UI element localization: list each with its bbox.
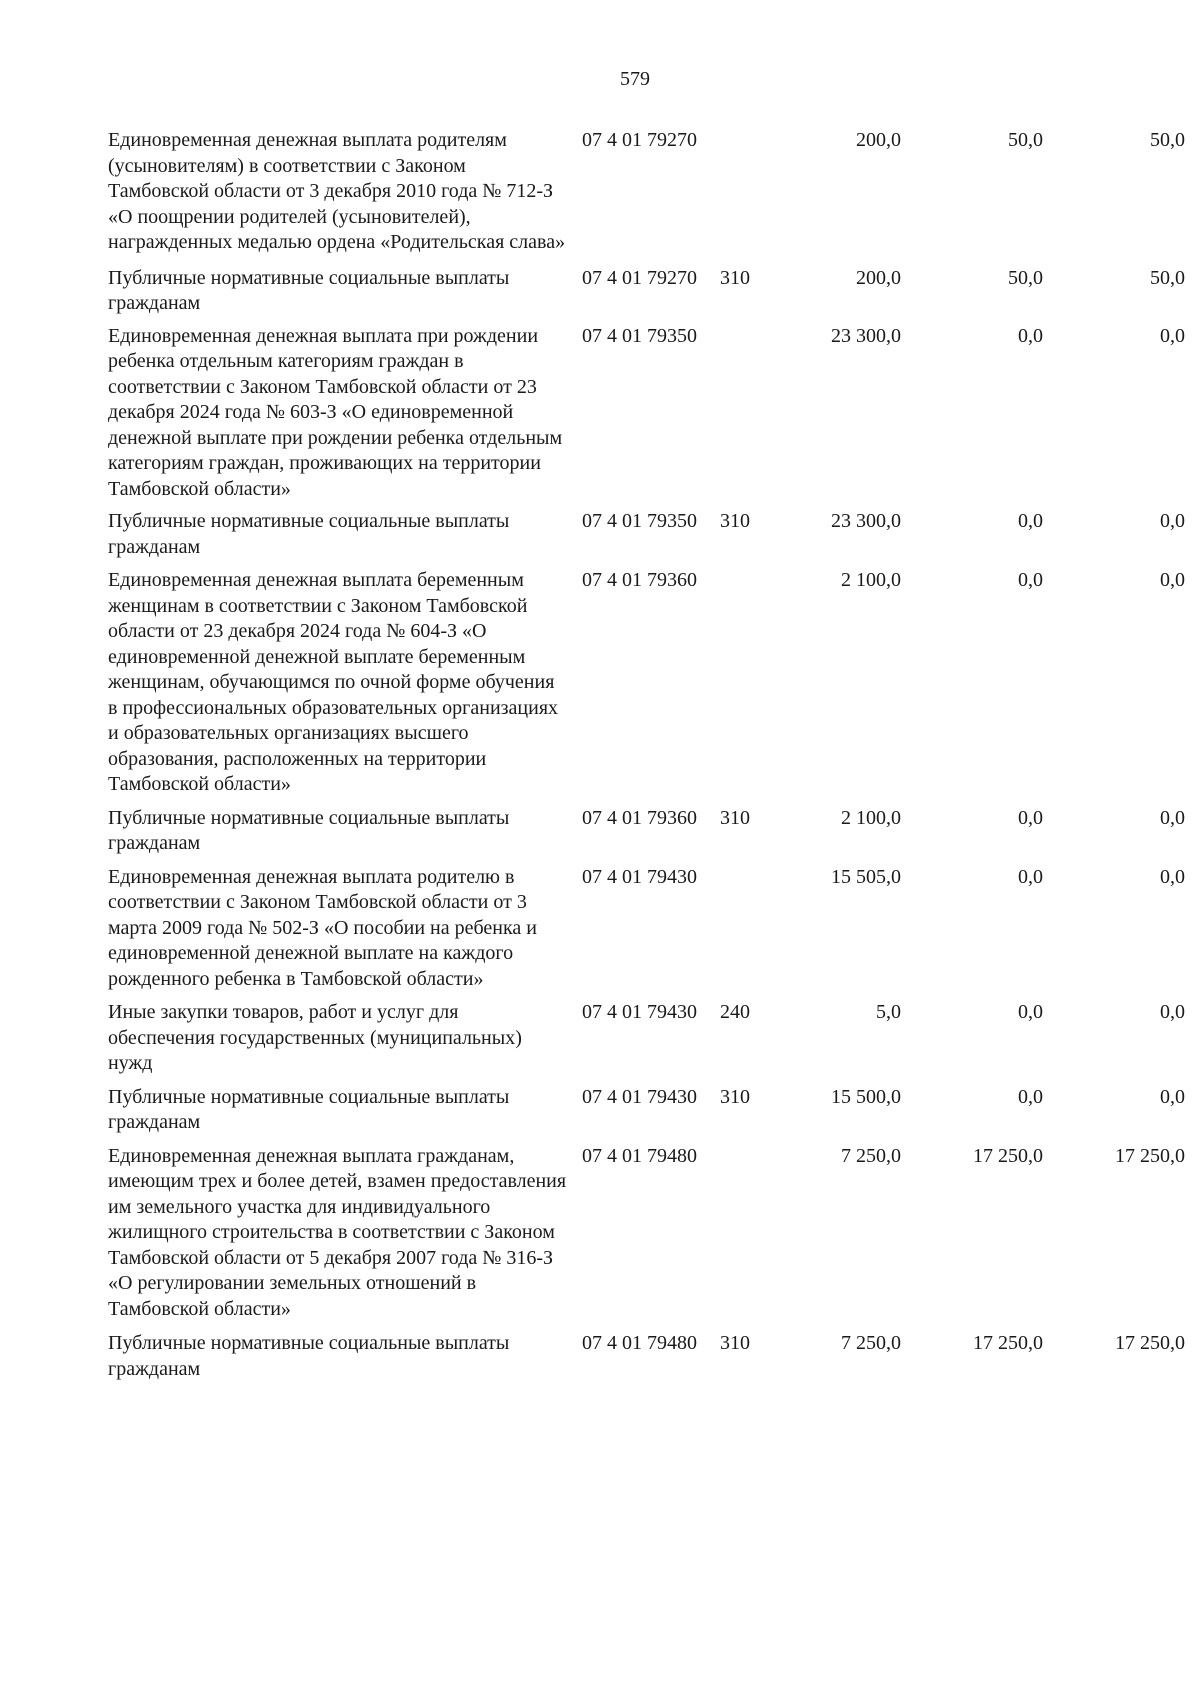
row-description: Единовременная денежная выплата при рождении ребенка отдельным категориям граждан в соответствии с Законом Тамбовской области от 23 декабря 2024 года № 603-З «О единовременной денежной выплате при рождении ребенка отдельным категориям граждан, проживающих на территории Тамбовской области»: [108, 324, 563, 500]
row-target-code: 07 4 01 79430: [582, 865, 697, 888]
row-value-2026: 0,0: [1018, 1085, 1043, 1108]
row-target-code: 07 4 01 79270: [582, 266, 697, 289]
row-target-code: 07 4 01 79350: [582, 510, 697, 532]
row-target-code: 07 4 01 79430: [582, 1001, 697, 1023]
row-value-2026: 0,0: [1018, 865, 1043, 888]
row-value-2026: 0,0: [1018, 1001, 1043, 1023]
row-target-code: 07 4 01 79480: [582, 1332, 697, 1354]
row-value-2026: 50,0: [1008, 266, 1043, 289]
row-description: Единовременная денежная выплата гражданам, имеющим трех и более детей, взамен предоставления им земельного участка для индивидуального жилищного строительства в соответствии с Законом Тамбовской области от 5 декабря 2007 года № 316-З «О регулировании земельных отношений в Тамбовской области»: [108, 1144, 567, 1320]
row-value-2026: 0,0: [1018, 569, 1043, 591]
table-row: [108, 1144, 1188, 1323]
row-value-2027: 17 250,0: [1115, 1144, 1185, 1167]
row-value-2027: 0,0: [1160, 1001, 1185, 1023]
row-description: Публичные нормативные социальные выплаты гражданам: [108, 1332, 510, 1380]
row-value-2027: 0,0: [1160, 806, 1185, 829]
table-row: [108, 1000, 1188, 1077]
table-row: [108, 568, 1188, 798]
page-number: 579: [620, 68, 650, 90]
row-target-code: 07 4 01 79270: [582, 129, 697, 151]
row-value-2025: 2 100,0: [841, 569, 901, 591]
row-value-2025: 15 505,0: [831, 865, 901, 888]
row-target-code: 07 4 01 79430: [582, 1085, 697, 1108]
row-value-2027: 0,0: [1160, 1085, 1185, 1108]
row-expense-type: 240: [720, 1001, 750, 1023]
row-value-2027: 17 250,0: [1115, 1332, 1185, 1354]
row-value-2025: 23 300,0: [831, 510, 901, 532]
row-description: Публичные нормативные социальные выплаты гражданам: [108, 1085, 510, 1133]
row-value-2027: 50,0: [1150, 129, 1185, 151]
row-value-2026: 17 250,0: [973, 1332, 1043, 1354]
row-target-code: 07 4 01 79480: [582, 1144, 697, 1167]
row-target-code: 07 4 01 79350: [582, 324, 697, 347]
row-value-2026: 17 250,0: [973, 1144, 1043, 1167]
row-value-2026: 0,0: [1018, 324, 1043, 347]
row-target-code: 07 4 01 79360: [582, 806, 697, 829]
row-value-2027: 0,0: [1160, 510, 1185, 532]
row-description: Иные закупки товаров, работ и услуг для обеспечения государственных (муниципальных) нужд: [108, 1001, 522, 1074]
row-value-2025: 7 250,0: [841, 1144, 901, 1167]
table-row: [108, 324, 1188, 503]
table-row: [108, 806, 1188, 857]
row-description: Единовременная денежная выплата беременным женщинам в соответствии с Законом Тамбовской области от 23 декабря 2024 года № 604-З «О единовременной денежной выплате беременным женщинам, обучающимся по очной форме обучения в профессиональных образовательных организациях и образовательных организациях высшего образования, расположенных на территории Тамбовской области»: [108, 569, 559, 795]
table-row: [108, 1085, 1188, 1136]
table-row: [108, 1331, 1188, 1382]
row-value-2027: 0,0: [1160, 569, 1185, 591]
row-expense-type: 310: [720, 806, 750, 829]
row-expense-type: 310: [720, 510, 750, 532]
row-value-2027: 0,0: [1160, 865, 1185, 888]
row-value-2025: 2 100,0: [841, 806, 901, 829]
row-value-2025: 200,0: [856, 266, 901, 289]
row-target-code: 07 4 01 79360: [582, 569, 697, 591]
budget-table: [108, 128, 1188, 1382]
row-value-2025: 7 250,0: [841, 1332, 901, 1354]
table-row: [108, 509, 1188, 560]
row-value-2025: 5,0: [876, 1001, 901, 1023]
table-row: [108, 266, 1188, 317]
row-value-2026: 0,0: [1018, 510, 1043, 532]
row-description: Публичные нормативные социальные выплаты гражданам: [108, 266, 510, 314]
row-value-2027: 0,0: [1160, 324, 1185, 347]
row-description: Публичные нормативные социальные выплаты гражданам: [108, 510, 510, 558]
row-expense-type: 310: [720, 1332, 750, 1354]
row-expense-type: 310: [720, 266, 750, 289]
row-description: Единовременная денежная выплата родителю в соответствии с Законом Тамбовской области от 3 марта 2009 года № 502-З «О пособии на ребенка и единовременной денежной выплате на каждого рожденного ребенка в Тамбовской области»: [108, 865, 537, 990]
row-value-2026: 0,0: [1018, 806, 1043, 829]
row-value-2025: 15 500,0: [831, 1085, 901, 1108]
row-value-2026: 50,0: [1008, 129, 1043, 151]
row-value-2025: 200,0: [856, 129, 901, 151]
row-description: Единовременная денежная выплата родителям (усыновителям) в соответствии с Законом Тамбовской области от 3 декабря 2010 года № 712-З «О поощрении родителей (усыновителей), награжденных медалью ордена «Родительская слава»: [108, 129, 566, 253]
row-expense-type: 310: [720, 1085, 750, 1108]
table-row: [108, 128, 1188, 256]
row-description: Публичные нормативные социальные выплаты гражданам: [108, 806, 510, 854]
table-row: [108, 865, 1188, 993]
row-value-2025: 23 300,0: [831, 324, 901, 347]
row-value-2027: 50,0: [1150, 266, 1185, 289]
